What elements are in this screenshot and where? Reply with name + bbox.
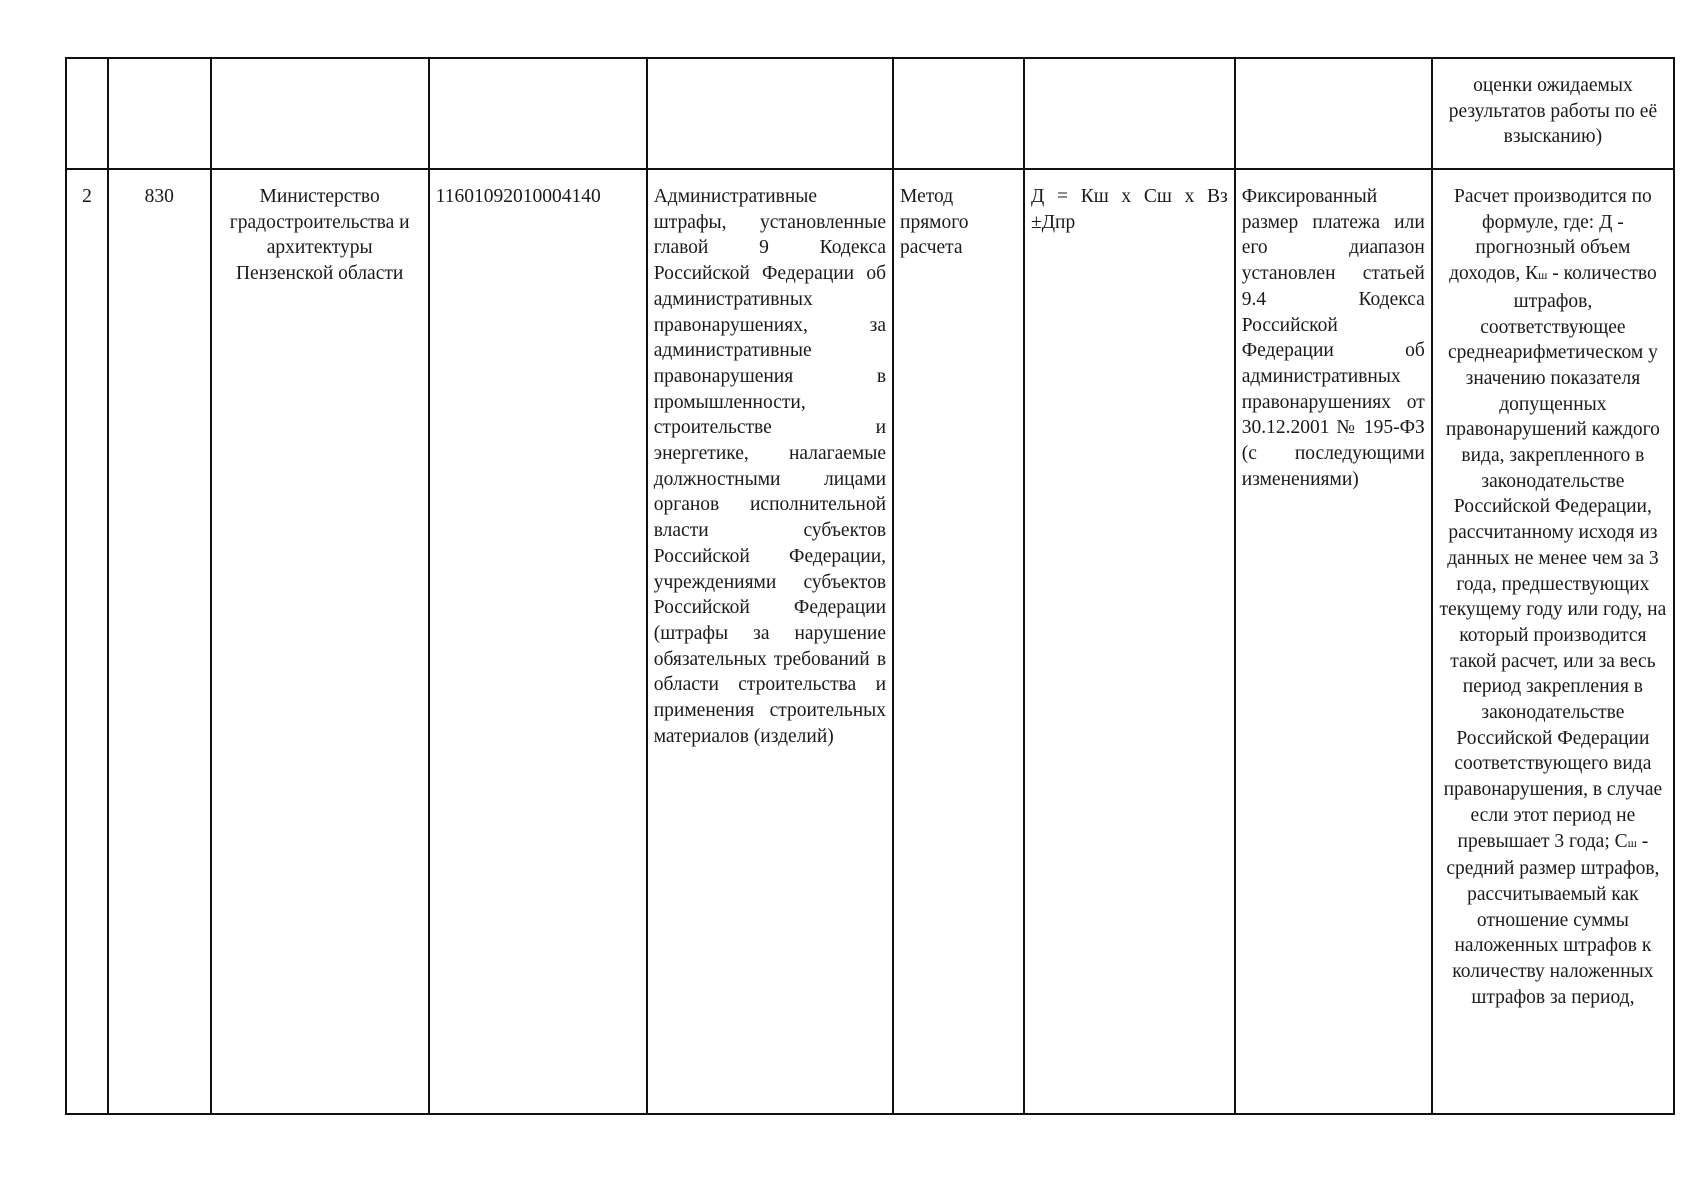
cell-code [108,169,211,1114]
row-number: 2 [82,186,92,207]
cell-kbk [429,169,647,1114]
budget-classification-code: 11601092010004140 [435,186,601,207]
cell-method [893,58,1024,169]
cell-revenue-name [647,169,893,1114]
cell-number [66,169,108,1114]
calculation-method: Метод прямого расчета [900,186,969,259]
table-row [66,58,1674,169]
cell-formula [1024,58,1235,169]
table-row [66,169,1674,1114]
calculation-formula: Д = Кш х Сш х Вз ±Дпр [1031,186,1228,233]
cell-number [66,58,108,169]
cell-method [893,169,1024,1114]
cell-ministry [211,58,429,169]
cell-basis [1235,169,1432,1114]
revenue-name: Административные штрафы, установленные главой 9 Кодекса Российской Федерации об административных правонарушениях, за административные правонарушения в промышленности, строительстве и энергетике, налагаемые должностными лицами органов исполнительной власти субъектов Российской Федерации, учреждениями субъектов Российской Федерации (штрафы за нарушение обязательных требований в области строительства и применения строительных материалов (изделий) [653,186,887,747]
cell-basis [1235,58,1432,169]
revenue-methodology-table [65,57,1675,1115]
cell-calculation [1432,58,1674,169]
cell-revenue-name [647,58,893,169]
cell-ministry [211,169,429,1114]
cell-formula [1024,169,1235,1114]
calculation-description: Расчет производится по формуле, где: Д - прогнозный объем доходов, Кш - количество штрафов, соответствующее среднеарифметическом у значению показателя допущенных правонарушений каждого вида, закрепленного в законодательстве Российской Федерации, рассчитанному исходя из данных не менее чем за 3 года, предшествующих текущему году или году, на который производится такой расчет, или за весь период закрепления в законодательстве Российской Федерации соответствующего вида правонарушения, в случае если этот период не превышает 3 года; Сш - средний размер штрафов, рассчитываемый как отношение суммы наложенных штрафов к количеству наложенных штрафов за период, [1439,186,1667,1008]
ministry-name: Министерство градостроительства и архитектуры Пензенской области [229,186,410,285]
cell-code [108,58,211,169]
calculation-continuation-text: оценки ожидаемых результатов работы по её взысканию) [1448,75,1658,148]
administrator-code: 830 [144,186,174,207]
cell-kbk [429,58,647,169]
cell-calculation [1432,169,1674,1114]
legal-basis: Фиксированный размер платежа или его диапазон установлен статьей 9.4 Кодекса Российской Федерации об административных правонарушениях от 30.12.2001 № 195-ФЗ (с последующими изменениями) [1241,186,1425,490]
